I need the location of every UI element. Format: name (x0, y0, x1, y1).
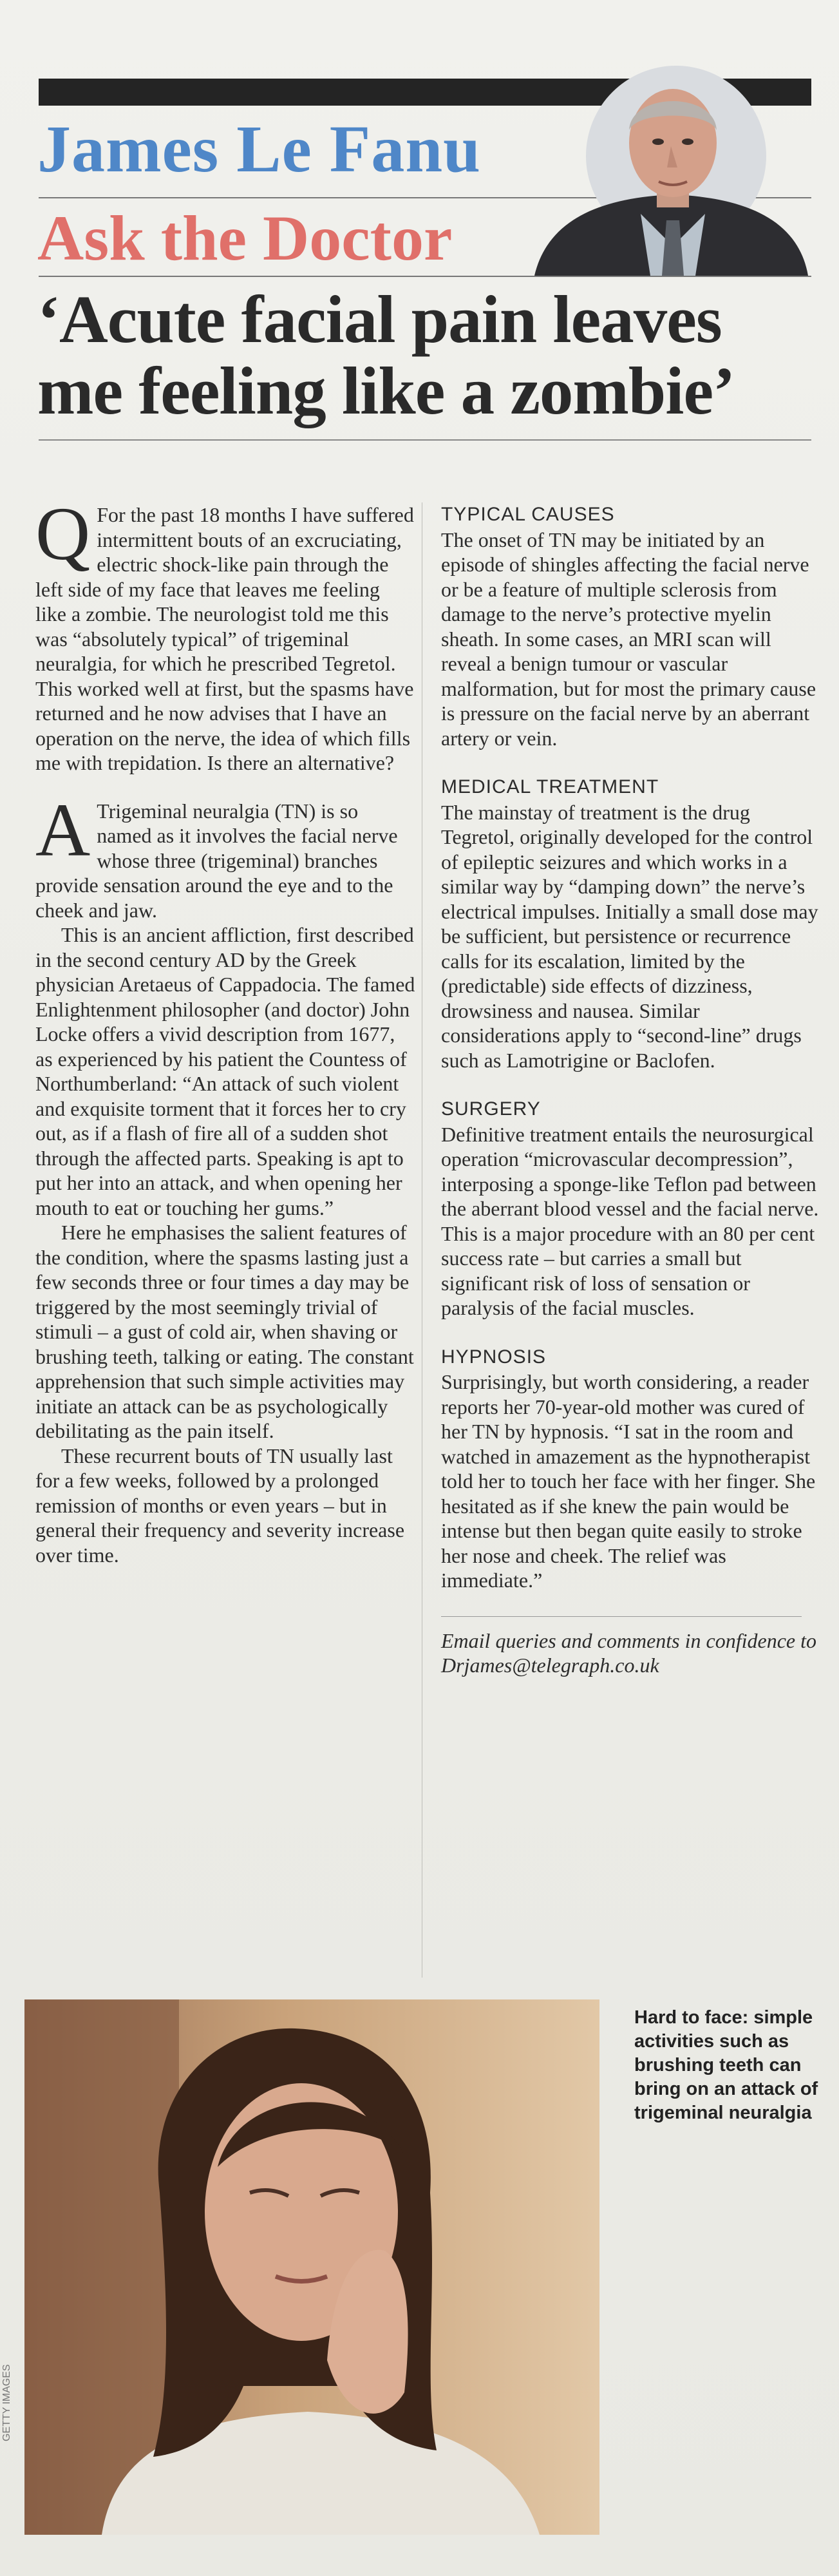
headline (37, 283, 816, 427)
left-column (35, 491, 415, 1567)
section-heading: HYPNOSIS (441, 1346, 547, 1368)
main-photo (24, 1999, 599, 2535)
section-heading: TYPICAL CAUSES (441, 504, 615, 525)
headline-rule (39, 439, 811, 441)
headline-line: ‘Acute facial pain leaves (37, 281, 722, 357)
question-dropcap: Q (35, 491, 91, 576)
answer-dropcap: A (35, 787, 91, 872)
right-column (441, 502, 821, 1678)
author-portrait (509, 59, 811, 276)
signoff-rule (441, 1616, 802, 1617)
header-rule (39, 276, 811, 277)
section-text: Surprisingly, but worth considering, a reader reports her 70-year-old mother was cured of her TN by hypnosis. “I sat in the room and watched in amazement as the hypnotherapist told her to touch her face with her finger. She hesitated as if she knew the pain would be intense but then began quite easily to stroke her nose and cheek. The relief was immediate.” (441, 1370, 816, 1592)
section-text: The onset of TN may be initiated by an episode of shingles affecting the facial nerve or be a feature of multiple sclerosis from damage to the nerve’s protective myelin sheath. In some cases, an MRI scan will reveal a benign tumour or vascular malformation, but for most the primary cause is pressure on the facial nerve by an aberrant artery or vein. (441, 528, 816, 750)
photo-credit: GETTY IMAGES (1, 2364, 12, 2441)
answer-text: Trigeminal neuralgia (TN) is so named as it involves the facial nerve whose three (trigeminal) branches provide sensation around the eye and to the cheek and jaw. (35, 799, 398, 922)
question-text: For the past 18 months I have suffered intermittent bouts of an excruciating, electric shock-like pain through the left side of my face that leaves me feeling like a zombie. The neurologist told me this was “absolutely typical” of trigeminal neuralgia, for which he prescribed Tegretol. This worked well at first, but the spasms have returned and he now advises that I have an operation on the nerve, the idea of which fills me with trepidation. Is there an alternative? (35, 503, 414, 774)
section-text: The mainstay of treatment is the drug Tegretol, originally developed for the control of epileptic seizures and which works in a similar way by “damping down” the nerve’s electrical impulses. Initially a small dose may be sufficient, but persistence or recurrence calls for its escalation, limited by the (predictable) side effects of dizziness, drowsiness and nausea. Similar considerations apply to “second-line” drugs such as Lamotrigine or Baclofen. (441, 800, 818, 1072)
answer-paragraph: Here he emphasises the salient features of the condition, where the spasms lasting just a few seconds three or four times a day may be triggered by the most seemingly trivial of stimuli – a gust of cold air, when shaving or brushing teeth, talking or eating. The constant apprehension that such simple activities may initiate an attack can be as psychologically debilitating as the pain itself. (35, 1221, 414, 1442)
signoff: Email queries and comments in confidence to Drjames@telegraph.co.uk (441, 1628, 816, 1677)
column-title: Ask the Doctor (37, 202, 453, 274)
answer-paragraph: These recurrent bouts of TN usually last for a few weeks, followed by a prolonged remission of months or even years – but in general their frequency and severity increase over time. (35, 1444, 405, 1567)
headline-line: me feeling like a zombie’ (37, 353, 735, 429)
answer-paragraph: This is an ancient affliction, first described in the second century AD by the Greek physician Aretaeus of Cappadocia. The famed Enlightenment philosopher (and doctor) John Locke offers a vivid description from 1677, as experienced by his patient the Countess of Northumberland: “An attack of such violent and exquisite torment that it forces her to cry out, as if a flash of fire all of a sudden shot through the affected parts. Speaking is apt to put her into an attack, and when opening her mouth to eat or touching her gums.” (35, 923, 415, 1219)
author-name: James Le Fanu (37, 112, 481, 186)
section-text: Definitive treatment entails the neurosurgical operation “microvascular decompression”, interposing a sponge-like Teflon pad between the aberrant blood vessel and the facial nerve. This is a major procedure with an 80 per cent success rate – but carries a small but significant risk of loss of sensation or paralysis of the facial muscles. (441, 1122, 819, 1319)
answer-paragraph (35, 787, 415, 923)
section-heading: MEDICAL TREATMENT (441, 776, 659, 797)
section-heading: SURGERY (441, 1098, 541, 1120)
question (35, 491, 415, 776)
photo-caption: Hard to face: simple activities such as brushing teeth can bring on an attack of trigeminal neuralgia (634, 2007, 818, 2123)
